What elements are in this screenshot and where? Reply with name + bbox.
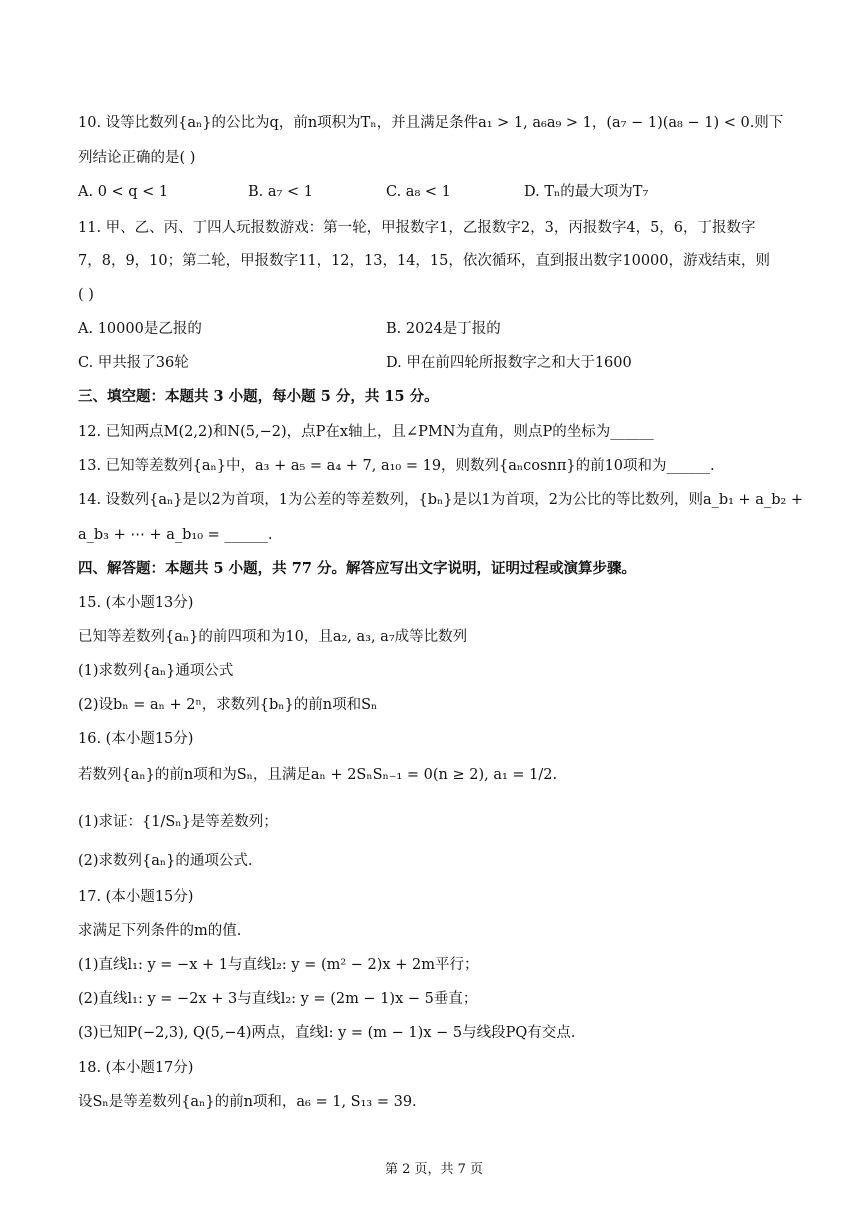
q11-option-d: D. 甲在前四轮所报数字之和大于1600 <box>386 355 632 371</box>
q15-part1: (1)求数列{aₙ}通项公式 <box>78 663 234 679</box>
q17-stem: 求满足下列条件的m的值. <box>78 923 242 939</box>
q11-line1: 11. 甲、乙、丙、丁四人玩报数游戏：第一轮，甲报数字1，乙报数字2，3，丙报数字4，5，6，丁报数字 <box>78 220 756 236</box>
q18-header: 18. (本小题17分) <box>78 1060 194 1076</box>
q11-line2: 7，8，9，10；第二轮，甲报数字11，12，13，14，15，依次循环，直到报出数字10000，游戏结束，则 <box>78 253 771 269</box>
q17-part3: (3)已知P(−2,3), Q(5,−4)两点，直线l: y = (m − 1)x − 5与线段PQ有交点. <box>78 1025 576 1041</box>
q18-stem: 设Sₙ是等差数列{aₙ}的前n项和，a₆ = 1, S₁₃ = 39. <box>78 1094 417 1110</box>
section-3-heading: 三、填空题：本题共 3 小题，每小题 5 分，共 15 分。 <box>78 388 439 405</box>
q11-option-b: B. 2024是丁报的 <box>386 321 501 337</box>
q17-part1: (1)直线l₁: y = −x + 1与直线l₂: y = (m² − 2)x + 2m平行； <box>78 957 479 973</box>
q15-part2: (2)设bₙ = aₙ + 2ⁿ，求数列{bₙ}的前n项和Sₙ <box>78 697 378 713</box>
q15-stem: 已知等差数列{aₙ}的前四项和为10，且a₂, a₃, a₇成等比数列 <box>78 629 468 645</box>
q17-header: 17. (本小题15分) <box>78 889 194 905</box>
page-footer: 第 2 页，共 7 页 <box>384 1162 484 1177</box>
q10-option-c: C. a₈ < 1 <box>386 184 451 200</box>
q10-option-b: B. a₇ < 1 <box>248 184 313 200</box>
q17-part2: (2)直线l₁: y = −2x + 3与直线l₂: y = (2m − 1)x − 5垂直； <box>78 991 478 1007</box>
q10-option-d: D. Tₙ的最大项为T₇ <box>524 184 649 200</box>
q10-option-a: A. 0 < q < 1 <box>78 184 169 200</box>
q11-line3: ( ) <box>78 287 94 303</box>
q16-part1: (1)求证：{1/Sₙ}是等差数列； <box>78 814 278 830</box>
q16-stem: 若数列{aₙ}的前n项和为Sₙ，且满足aₙ + 2SₙSₙ₋₁ = 0(n ≥ 2), a₁ = 1/2. <box>78 767 558 783</box>
q10-line1: 10. 设等比数列{aₙ}的公比为q，前n项积为Tₙ，并且满足条件a₁ > 1, a₆a₉ > 1，(a₇ − 1)(a₈ − 1) < 0.则下 <box>78 115 784 131</box>
q10-line2: 列结论正确的是( ) <box>78 150 196 166</box>
q15-header: 15. (本小题13分) <box>78 595 194 611</box>
q16-header: 16. (本小题15分) <box>78 731 194 747</box>
q14-line2: a_b₃ + ⋯ + a_b₁₀ = ______. <box>78 527 273 543</box>
q11-option-c: C. 甲共报了36轮 <box>78 355 189 371</box>
q12: 12. 已知两点M(2,2)和N(5,−2)，点P在x轴上，且∠PMN为直角，则点P的坐标为______ <box>78 424 654 440</box>
q11-option-a: A. 10000是乙报的 <box>78 321 202 337</box>
q13: 13. 已知等差数列{aₙ}中，a₃ + a₅ = a₄ + 7, a₁₀ = 19，则数列{aₙcosnπ}的前10项和为______. <box>78 458 715 474</box>
section-4-heading: 四、解答题：本题共 5 小题，共 77 分。解答应写出文字说明，证明过程或演算步骤。 <box>78 560 636 577</box>
q14-line1: 14. 设数列{aₙ}是以2为首项，1为公差的等差数列，{bₙ}是以1为首项，2为公比的等比数列，则a_b₁ + a_b₂ + <box>78 492 804 508</box>
q16-part2: (2)求数列{aₙ}的通项公式. <box>78 853 253 869</box>
